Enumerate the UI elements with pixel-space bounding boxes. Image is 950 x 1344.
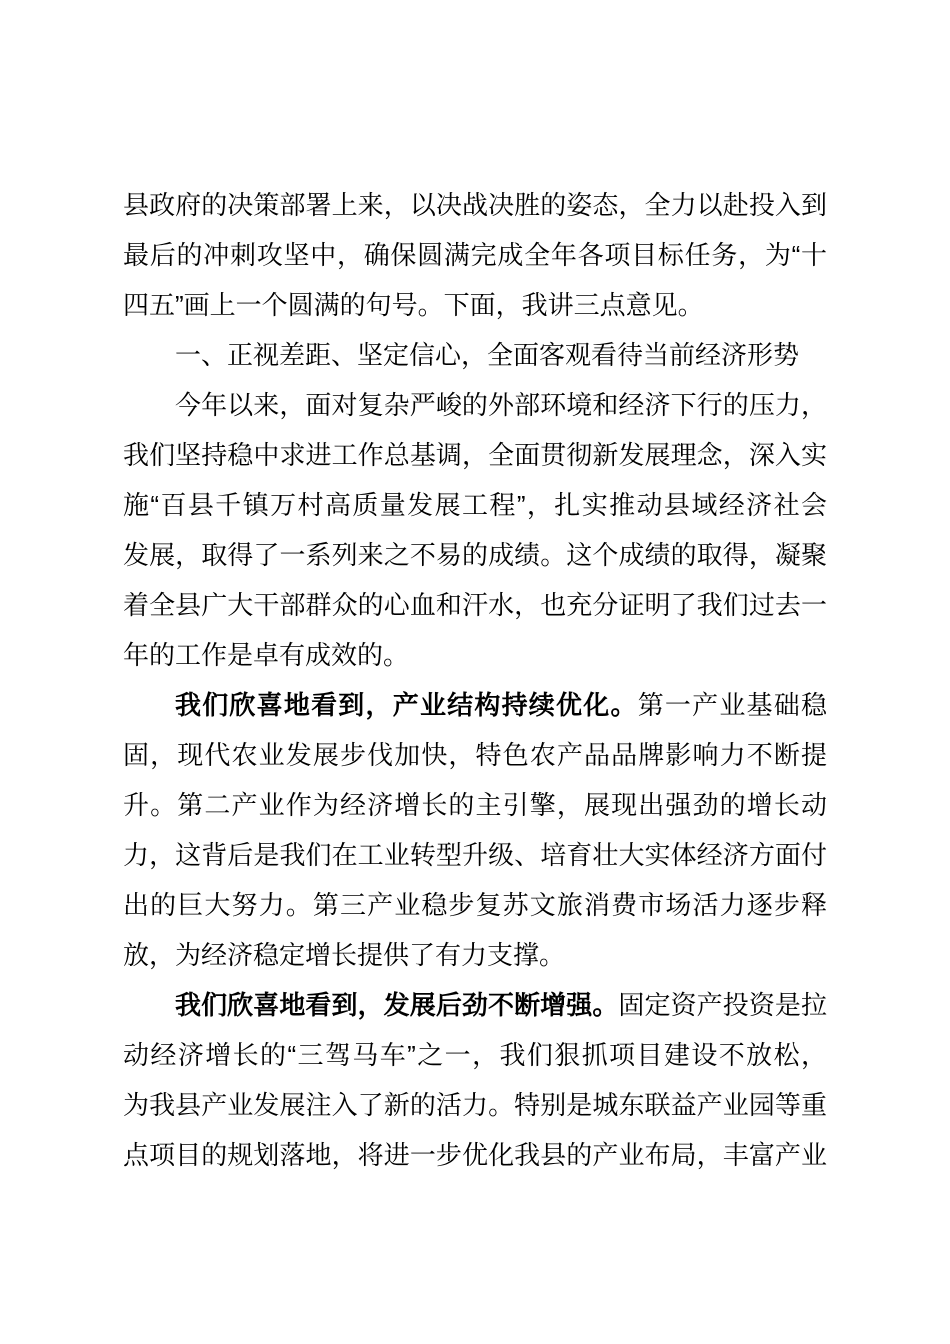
text-segment: 出的巨大努力。第三产业稳步复苏文旅消费市场活力逐步释 bbox=[123, 890, 827, 920]
text-segment: 力，这背后是我们在工业转型升级、培育壮大实体经济方面付 bbox=[123, 840, 827, 870]
text-segment: 我们坚持稳中求进工作总基调，全面贯彻新发展理念，深入实 bbox=[123, 440, 827, 470]
heading-line bbox=[123, 330, 827, 380]
text-line bbox=[123, 380, 827, 430]
text-segment: 固定资产投资是拉 bbox=[618, 990, 827, 1020]
text-line bbox=[123, 780, 827, 830]
text-segment: 发展，取得了一系列来之不易的成绩。这个成绩的取得，凝聚 bbox=[123, 540, 827, 570]
text-line bbox=[123, 1080, 827, 1130]
text-segment: 升。第二产业作为经济增长的主引擎，展现出强劲的增长动 bbox=[123, 790, 827, 820]
text-line bbox=[123, 430, 827, 480]
text-segment: 今年以来，面对复杂严峻的外部环境和经济下行的压力， bbox=[175, 390, 827, 420]
text-line bbox=[123, 580, 827, 630]
text-line bbox=[123, 230, 827, 280]
text-segment: 施“百县千镇万村高质量发展工程”，扎实推动县域经济社会 bbox=[123, 490, 827, 520]
text-line bbox=[123, 630, 827, 680]
text-segment: 第一产业基础稳 bbox=[637, 690, 827, 720]
text-segment: 放，为经济稳定增长提供了有力支撑。 bbox=[123, 940, 566, 970]
text-line bbox=[123, 830, 827, 880]
text-segment: 年的工作是卓有成效的。 bbox=[123, 640, 410, 670]
bold-text-segment: 我们欣喜地看到，发展后劲不断增强。 bbox=[175, 990, 619, 1020]
text-line bbox=[123, 980, 827, 1030]
text-line bbox=[123, 530, 827, 580]
text-line bbox=[123, 680, 827, 730]
text-segment: 着全县广大干部群众的心血和汗水，也充分证明了我们过去一 bbox=[123, 590, 827, 620]
text-line bbox=[123, 280, 827, 330]
text-line bbox=[123, 180, 827, 230]
text-line bbox=[123, 880, 827, 930]
text-line bbox=[123, 1130, 827, 1180]
text-line bbox=[123, 930, 827, 980]
text-segment: 为我县产业发展注入了新的活力。特别是城东联益产业园等重 bbox=[123, 1090, 827, 1120]
text-line bbox=[123, 730, 827, 780]
text-segment: 点项目的规划落地，将进一步优化我县的产业布局，丰富产业 bbox=[123, 1140, 827, 1170]
text-line bbox=[123, 480, 827, 530]
text-segment: 动经济增长的“三驾马车”之一，我们狠抓项目建设不放松， bbox=[123, 1040, 827, 1070]
text-segment: 一、正视差距、坚定信心，全面客观看待当前经济形势 bbox=[175, 340, 800, 370]
text-segment: 县政府的决策部署上来，以决战决胜的姿态，全力以赴投入到 bbox=[123, 190, 827, 220]
document-lines bbox=[123, 180, 827, 1180]
bold-text-segment: 我们欣喜地看到，产业结构持续优化。 bbox=[175, 690, 638, 720]
text-line bbox=[123, 1030, 827, 1080]
text-segment: 固，现代农业发展步伐加快，特色农产品品牌影响力不断提 bbox=[123, 740, 827, 770]
text-segment: 四五”画上一个圆满的句号。下面，我讲三点意见。 bbox=[123, 290, 704, 320]
text-segment: 最后的冲刺攻坚中，确保圆满完成全年各项目标任务，为“十 bbox=[123, 240, 827, 270]
